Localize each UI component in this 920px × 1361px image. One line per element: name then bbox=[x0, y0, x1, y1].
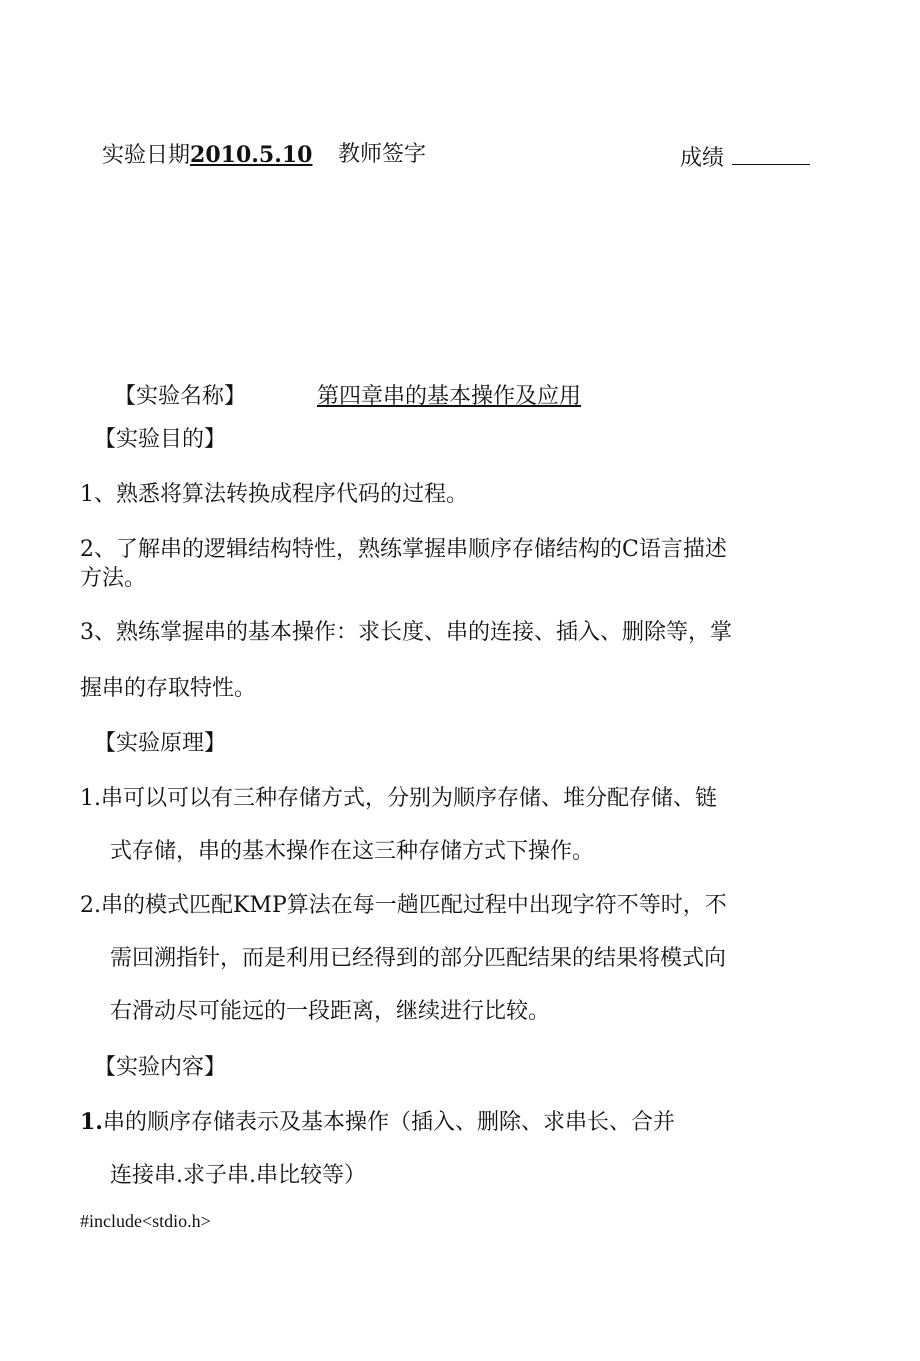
principle-item-1-line-1 bbox=[80, 785, 717, 813]
content-item-1-text: 串的顺序存储表示及基本操作（插入、删除、求串长、合并 bbox=[102, 1110, 675, 1135]
content-item-1-line-1 bbox=[80, 1108, 675, 1137]
grade-field bbox=[680, 144, 810, 173]
purpose-heading: 【实验目的】 bbox=[94, 427, 227, 452]
content-heading: 【实验内容】 bbox=[94, 1055, 227, 1080]
purpose-item-1: 1、熟悉将算法转换成程序代码的过程。 bbox=[80, 482, 468, 507]
teacher-signature-label: 教师签字 bbox=[338, 142, 427, 167]
date-value: 2010.5.10 bbox=[190, 142, 313, 168]
grade-label: 成绩 bbox=[680, 146, 725, 171]
experiment-name-label: 【实验名称】 bbox=[114, 384, 247, 409]
principle-item-2-line-3: 右滑动尽可能远的一段距离，继续进行比较。 bbox=[110, 999, 551, 1024]
principle-item-2-line-2: 需回溯指针，而是利用已经得到的部分匹配结果的结果将模式向 bbox=[110, 946, 727, 971]
purpose-item-3-line-1: 3、熟练掌握串的基本操作：求长度、串的连接、插入、删除等，掌 bbox=[80, 620, 732, 645]
experiment-name-value: 第四章串的基本操作及应用 bbox=[317, 384, 582, 409]
principle-item-2-number: 2. bbox=[80, 893, 101, 918]
content-item-1-line-2: 连接串.求子串.串比较等） bbox=[110, 1163, 366, 1188]
principle-item-2-text: 串的模式匹配KMP算法在每一趟匹配过程中出现字符不等时，不 bbox=[101, 893, 727, 918]
principle-item-2-line-1 bbox=[80, 892, 727, 920]
principle-item-1-line-2: 式存储，串的基木操作在这三种存储方式下操作。 bbox=[110, 839, 595, 864]
principle-heading: 【实验原理】 bbox=[94, 731, 227, 756]
grade-blank-line bbox=[732, 144, 810, 165]
principle-item-1-number: 1. bbox=[80, 786, 101, 811]
purpose-item-2-line-2: 方法。 bbox=[80, 566, 147, 591]
experiment-date bbox=[102, 141, 313, 170]
code-include-line: #include<stdio.h> bbox=[80, 1211, 211, 1231]
date-label: 实验日期 bbox=[102, 143, 191, 168]
content-item-1-number: 1. bbox=[80, 1109, 103, 1135]
purpose-item-3-line-2: 握串的存取特性。 bbox=[80, 676, 257, 701]
principle-item-1-text: 串可以可以有三种存储方式，分别为顺序存储、堆分配存储、链 bbox=[101, 786, 718, 811]
purpose-item-2-line-1: 2、了解串的逻辑结构特性，熟练掌握串顺序存储结构的C语言描述 bbox=[80, 537, 727, 562]
